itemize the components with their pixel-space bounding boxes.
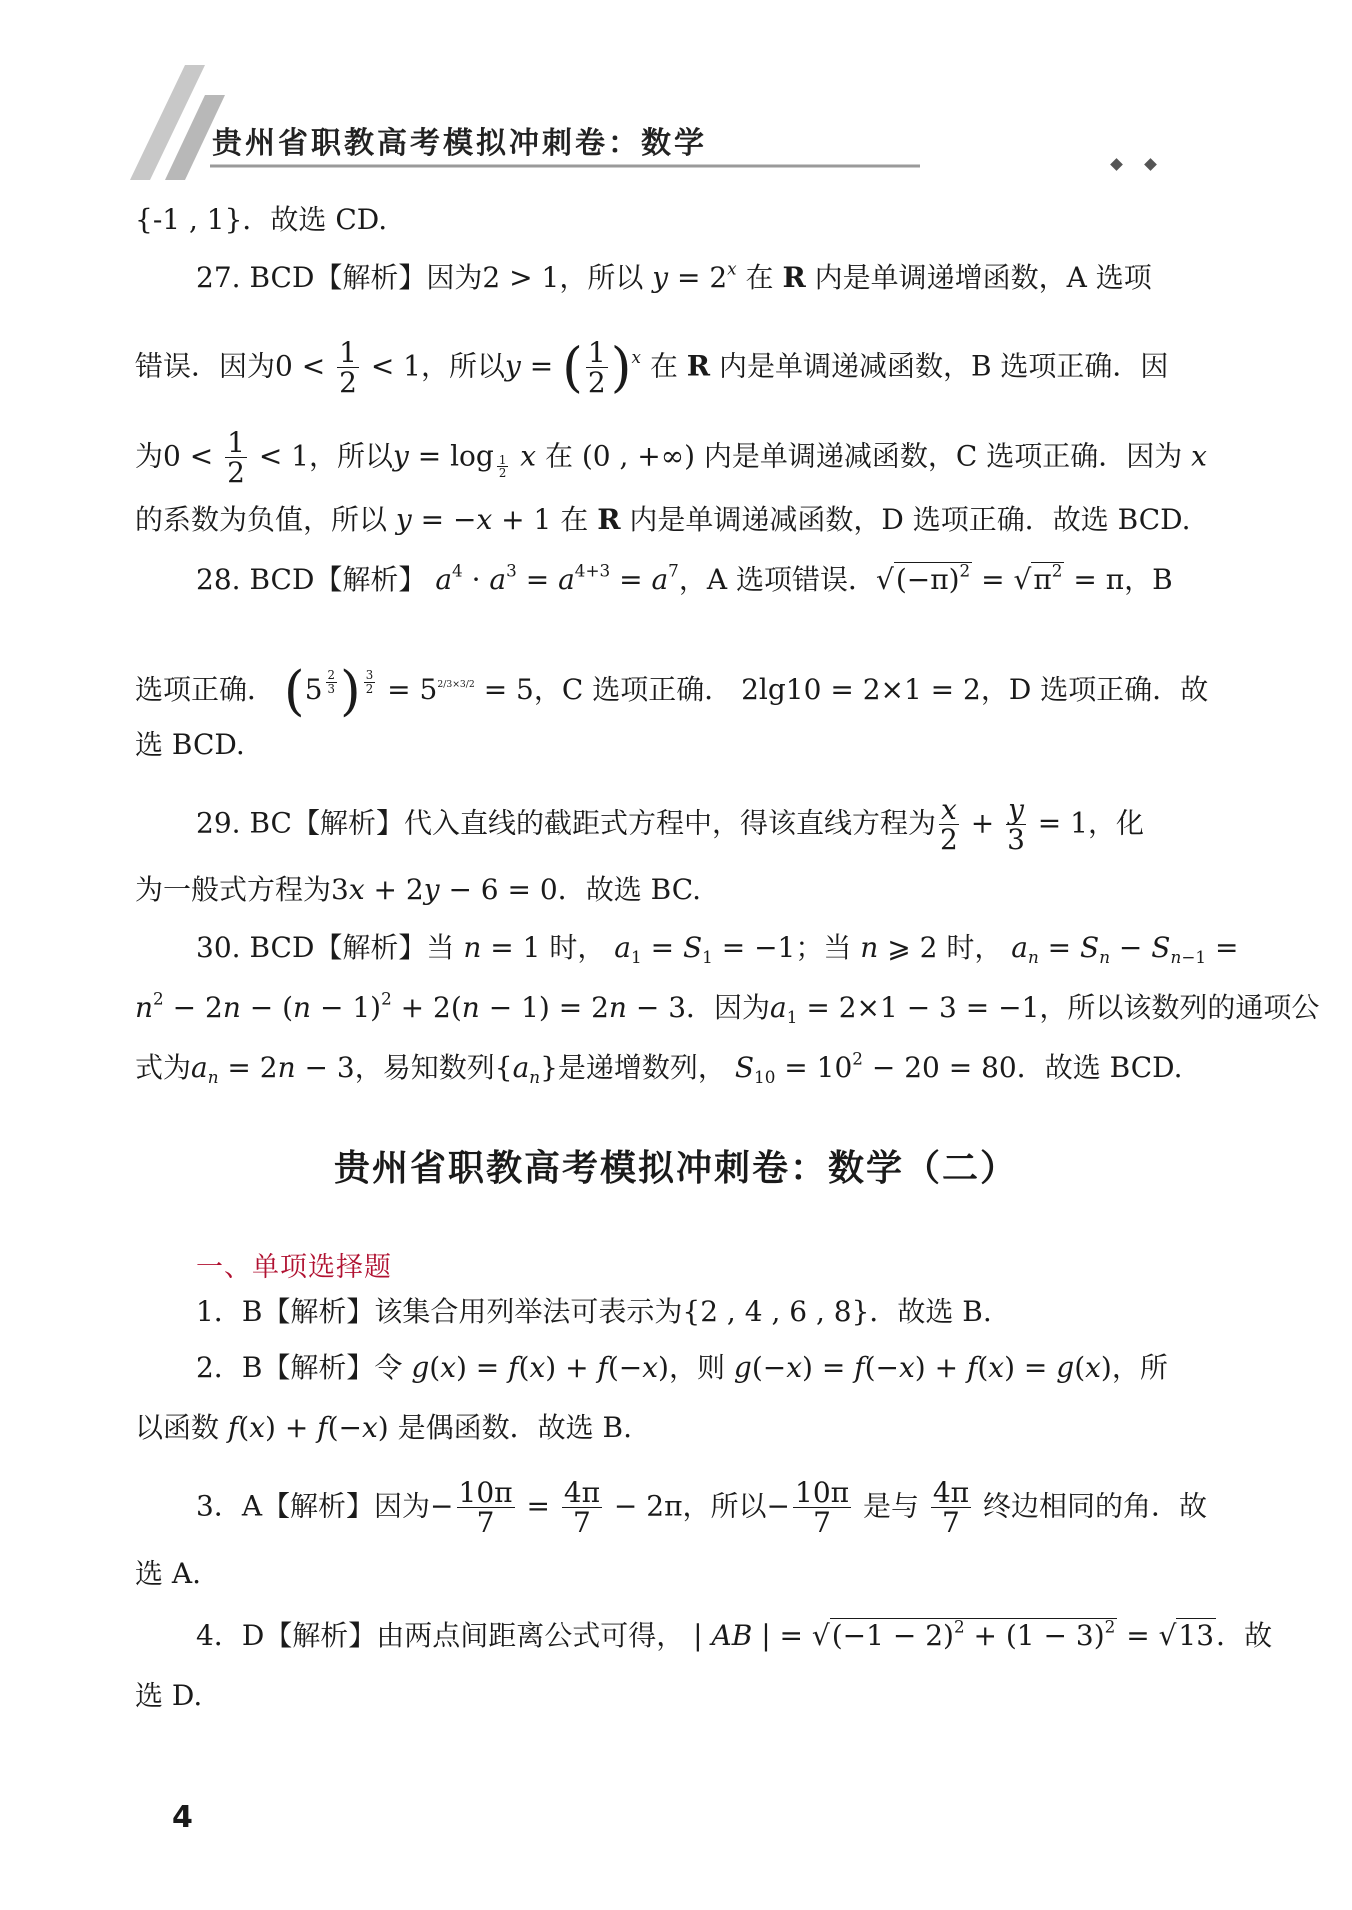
q27-line-4: 的系数为负值，所以 y = −x + 1 在 R 内是单调递减函数，D 选项正确．故选 BCD. (135, 503, 1191, 536)
s2-q4-line-2: 选 D. (135, 1679, 203, 1712)
s2-q2-line-2: 以函数 f(x) + f(−x) 是偶函数．故选 B. (135, 1411, 632, 1444)
header-title: 贵州省职教高考模拟冲刺卷：数学 (212, 126, 707, 161)
page-number: 4 (172, 1800, 193, 1835)
section-title: 贵州省职教高考模拟冲刺卷：数学（二） (333, 1148, 1018, 1189)
running-header (0, 0, 1352, 200)
q28-line-1: 28. BCD【解析】 $a^4 \cdot a^3 = a^{4+3} = a^7$，A 选项错误．$√(-\pi)^2 = √\pi^2 = \pi$，B (196, 560, 1173, 596)
section-subheading: 一、单项选择题 (196, 1252, 392, 1283)
s2-q2-line-1: 2．B【解析】令 g(x) = f(x) + f(−x)，则 g(−x) = f(−x) + f(x) = g(x)，所 (196, 1351, 1168, 1384)
q28-line-3: 选 BCD. (135, 728, 245, 761)
q29-line-1: 29. BC【解析】代入直线的截距式方程中，得该直线方程为 $\frac{x}{2}$ + $\frac{y}{3}$ = 1，化 (196, 793, 1144, 857)
q30-line-3: 式为$a_n = 2n - 3$，易知数列$\{a_n\}$是递增数列， $S_{10} = 10^2 - 20 = 80$．故选 BCD. (135, 1048, 1183, 1087)
s2-q1-line: 1．B【解析】该集合用列举法可表示为{2 , 4 , 6 , 8}．故选 B. (196, 1295, 992, 1328)
q30-line-1: 30. BCD【解析】当 n = 1 时， $a_1 = S_1 = -1$；当 n ⩾ 2 时， $a_n = S_n - S_{n-1}$ = (196, 931, 1239, 967)
q27-line-3: 为0 < $\frac{1}{2}$ < 1，所以y = log $_{\frac{1}{2}}$ x 在 (0 , +∞) 内是单调递减函数，C 选项正确．因为 x (135, 426, 1207, 490)
text-line: {-1 , 1}．故选 CD. (135, 203, 388, 236)
s2-q3-line-2: 选 A. (135, 1557, 202, 1590)
s2-q3-line-1: 3．A【解析】因为− $\frac{10\pi}{7}$ = $\frac{4\pi}{7}$ − 2π，所以− $\frac{10\pi}{7}$ 是与 $\frac{4\pi}{7}$ 终边相同的角．故 (196, 1476, 1207, 1540)
q27-line-2: 错误．因为0 < $\frac{1}{2}$ < 1，所以y = ( $\frac{1}{2}$ )$^x$ 在 R 内是单调递减函数，B 选项正确．因 (135, 336, 1169, 400)
s2-q4-line-1: 4．D【解析】由两点间距离公式可得， | AB | = $√(-1 - 2)^2 + (1 - 3)^2 = √13$．故 (196, 1616, 1273, 1652)
q27-line-1: 27. BCD【解析】因为2 > 1，所以 $y = 2^x$ 在 R 内是单调递增函数，A 选项 (196, 258, 1152, 294)
q29-line-2: 为一般式方程为3x + 2y − 6 = 0．故选 BC. (135, 873, 702, 906)
q28-line-2: 选项正确． (5 $^{\frac{2}{3}}$ ) $^{\frac{3}{2}}$ = $5^{2/3\times 3/2} = 5$，C 选项正确． 2lg10 = 2×1 = 2，D 选项正确．故 (135, 660, 1209, 722)
q30-line-2: $n^2 - 2n - (n - 1)^2 + 2(n - 1) = 2n - 3$．因为$a_1 = 2\times 1 - 3 = -1$，所以该数列的通项公 (135, 988, 1320, 1027)
